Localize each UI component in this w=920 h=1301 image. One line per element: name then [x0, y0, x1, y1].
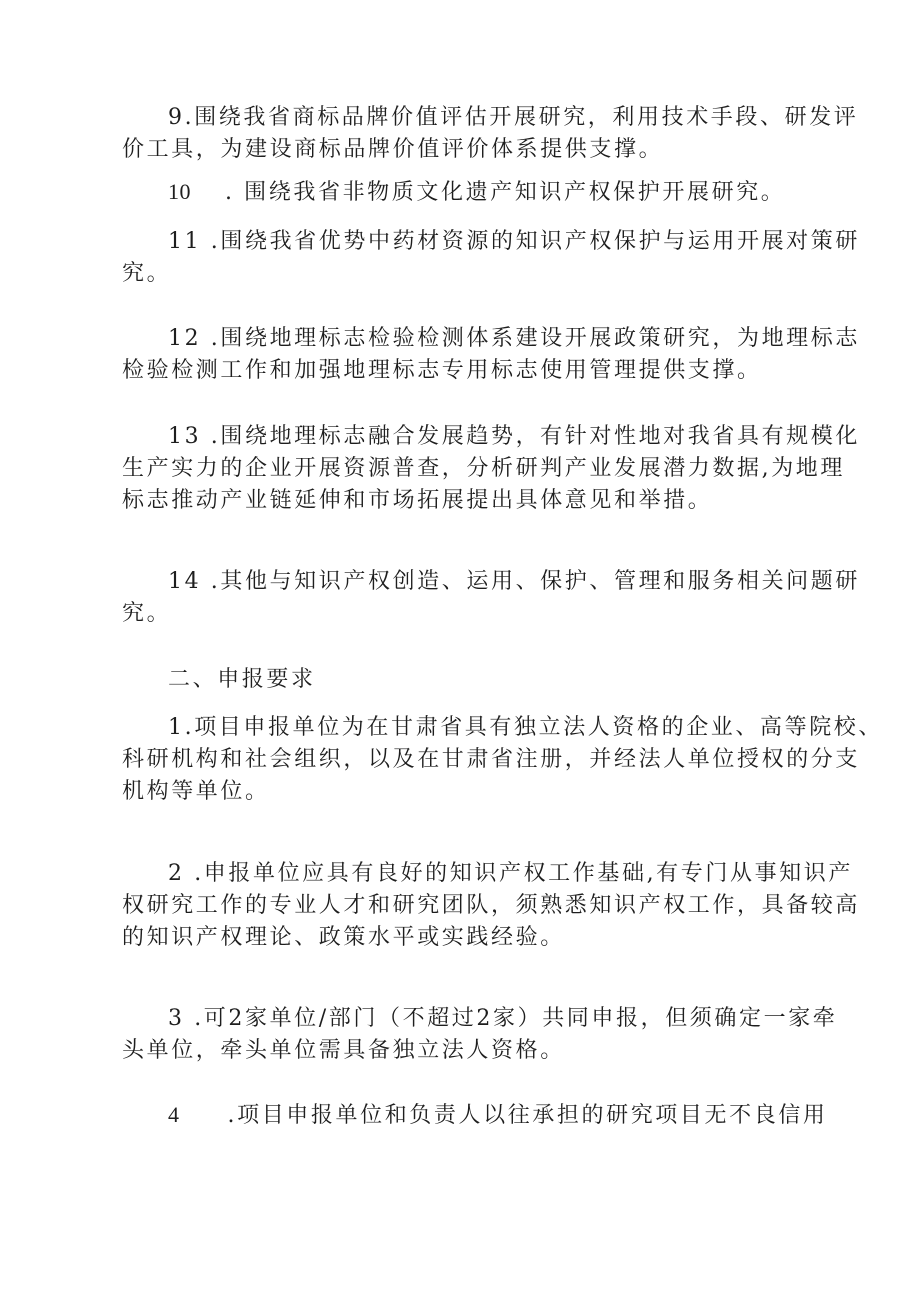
paragraph-line: 的知识产权理论、政策水平或实践经验。 [122, 925, 565, 950]
list-item-13 [122, 421, 860, 517]
paragraph-line: 权研究工作的专业人才和研究团队，须熟悉知识产权工作，具备较高 [122, 893, 861, 918]
list-item-9 [122, 102, 859, 166]
paragraph-line: 机构等单位。 [122, 779, 270, 804]
paragraph-line: 13 .围绕地理标志融合发展趋势，有针对性地对我省具有规模化 [168, 424, 860, 449]
paragraph-line: 检验检测工作和加强地理标志专用标志使用管理提供支撑。 [122, 358, 762, 383]
requirement-4 [122, 1099, 828, 1131]
paragraph-line: 科研机构和社会组织，以及在甘肃省注册，并经法人单位授权的分支 [122, 747, 861, 772]
requirement-3 [122, 1003, 838, 1067]
list-item-11 [122, 226, 860, 290]
paragraph-line: . 围绕我省非物质文化遗产知识产权保护开展研究。 [225, 180, 786, 205]
paragraph-line: 究。 [122, 261, 172, 286]
list-item-10 [122, 176, 822, 208]
paragraph-line: 12 .围绕地理标志检验检测体系建设开展政策研究，为地理标志 [168, 326, 860, 351]
list-item-14 [122, 566, 860, 630]
list-item-12 [122, 323, 860, 387]
paragraph-line: 标志推动产业链延伸和市场拓展提出具体意见和举措。 [122, 488, 713, 513]
paragraph-line: 14 .其他与知识产权创造、运用、保护、管理和服务相关问题研 [168, 569, 860, 594]
paragraph-line: 价工具，为建设商标品牌价值评价体系提供支撑。 [122, 137, 664, 162]
requirement-2 [122, 858, 861, 954]
paragraph-line: .项目申报单位和负责人以往承担的研究项目无不良信用 [227, 1103, 828, 1128]
paragraph-line: 3 .可2家单位/部门（不超过2家）共同申报，但须确定一家牵 [168, 1006, 838, 1031]
section-heading: 二、申报要求 [168, 667, 316, 692]
item-number: 4 [168, 1102, 180, 1127]
requirement-1 [122, 712, 883, 808]
paragraph-line: 1.项目申报单位为在甘肃省具有独立法人资格的企业、高等院校、 [168, 715, 883, 740]
item-number: 10 [168, 179, 191, 204]
paragraph-line: 究。 [122, 601, 172, 626]
paragraph-line: 生产实力的企业开展资源普查，分析研判产业发展潜力数据,为地理 [122, 456, 845, 481]
paragraph-line: 头单位，牵头单位需具备独立法人资格。 [122, 1038, 565, 1063]
paragraph-line: 11 .围绕我省优势中药材资源的知识产权保护与运用开展对策研 [168, 229, 860, 254]
paragraph-line: 9.围绕我省商标品牌价值评估开展研究，利用技术手段、研发评 [168, 105, 859, 130]
paragraph-line: 2 .申报单位应具有良好的知识产权工作基础,有专门从事知识产 [168, 861, 853, 886]
